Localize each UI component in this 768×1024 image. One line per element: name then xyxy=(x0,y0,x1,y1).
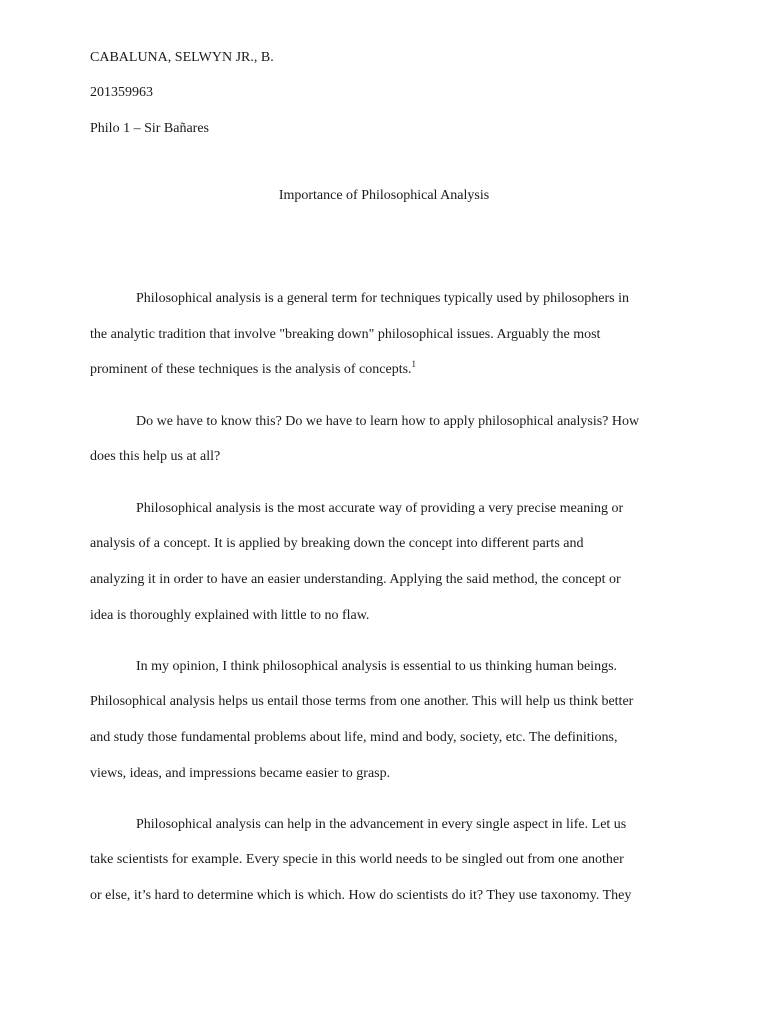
text-line: idea is thoroughly explained with little to no flaw. xyxy=(90,608,370,623)
text-line: analyzing it in order to have an easier understanding. Applying the said method, the concept or xyxy=(90,572,621,587)
text-line: views, ideas, and impressions became easier to grasp. xyxy=(90,766,391,781)
text-line: Do we have to know this? Do we have to learn how to apply philosophical analysis? How xyxy=(136,414,640,429)
author-name: CABALUNA, SELWYN JR., B. xyxy=(90,50,274,65)
text-line: take scientists for example. Every specie in this world needs to be singled out from one another xyxy=(90,852,624,867)
text-line xyxy=(90,361,416,379)
course-line: Philo 1 – Sir Bañares xyxy=(90,121,209,136)
text-line: or else, it’s hard to determine which is which. How do scientists do it? They use taxonomy. They xyxy=(90,888,632,903)
text-line: Philosophical analysis is a general term for techniques typically used by philosophers in xyxy=(136,291,630,306)
text-line-content: prominent of these techniques is the analysis of concepts. xyxy=(90,362,412,377)
text-line: analysis of a concept. It is applied by breaking down the concept into different parts and xyxy=(90,536,584,551)
text-line: the analytic tradition that involve "breaking down" philosophical issues. Arguably the most xyxy=(90,327,601,342)
document-title: Importance of Philosophical Analysis xyxy=(278,188,490,203)
text-line: In my opinion, I think philosophical analysis is essential to us thinking human beings. xyxy=(136,659,618,674)
text-line: Philosophical analysis can help in the advancement in every single aspect in life. Let us xyxy=(136,817,627,832)
text-line: and study those fundamental problems about life, mind and body, society, etc. The definitions, xyxy=(90,730,618,745)
text-line: does this help us at all? xyxy=(90,449,221,464)
student-number: 201359963 xyxy=(90,85,153,100)
footnote-marker: 1 xyxy=(411,359,417,369)
text-line: Philosophical analysis helps us entail those terms from one another. This will help us think better xyxy=(90,694,634,709)
text-line: Philosophical analysis is the most accurate way of providing a very precise meaning or xyxy=(136,501,624,516)
